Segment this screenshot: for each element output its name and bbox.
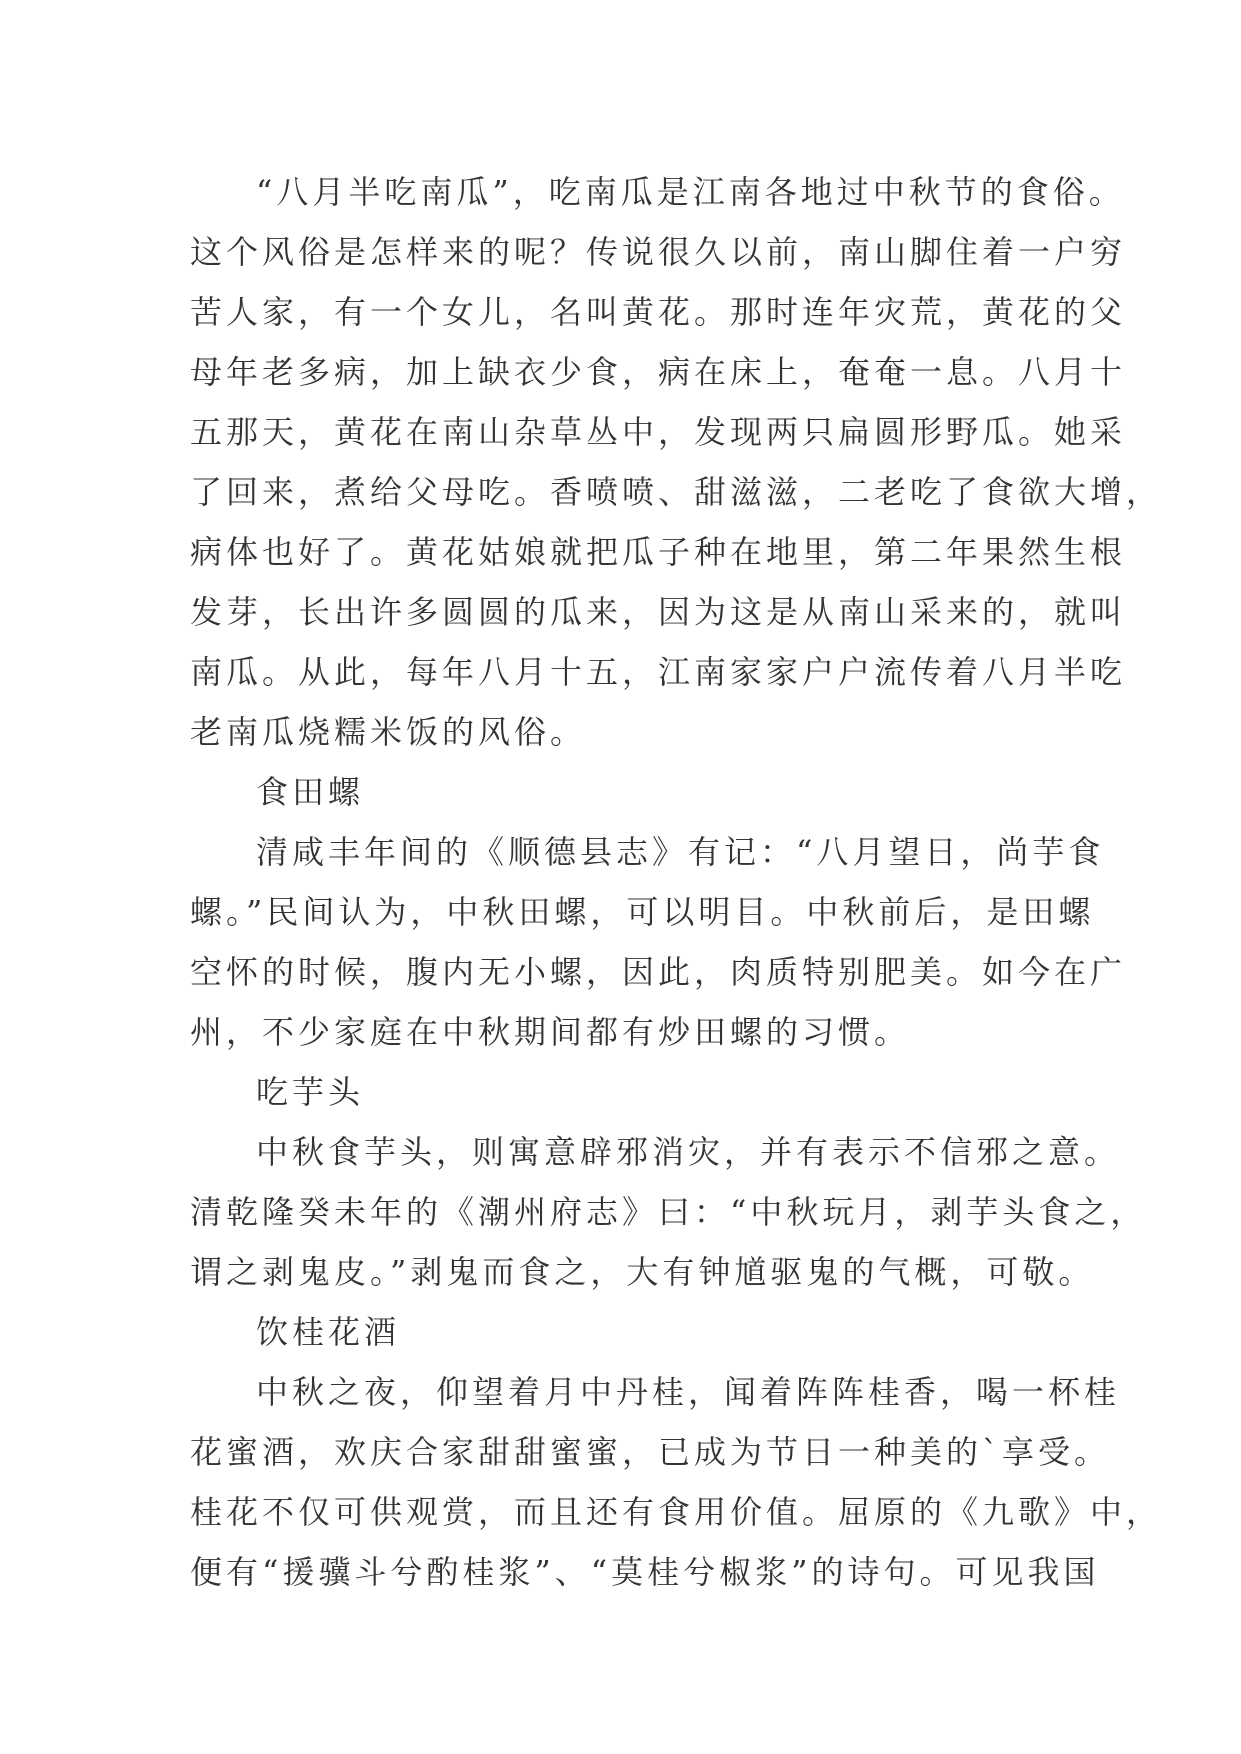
section-heading: 饮桂花酒 bbox=[256, 1313, 401, 1351]
text-line: 州，不少家庭在中秋期间都有炒田螺的习惯。 bbox=[190, 1013, 911, 1051]
text-line: 空怀的时候，腹内无小螺，因此，肉质特别肥美。如今在广 bbox=[190, 953, 1127, 991]
text-line: 中秋之夜，仰望着月中丹桂，闻着阵阵桂香，喝一杯桂 bbox=[256, 1373, 1121, 1411]
text-line: 清乾隆癸未年的《潮州府志》曰：“中秋玩月，剥芋头食之， bbox=[190, 1193, 1147, 1231]
text-line: 五那天，黄花在南山杂草丛中，发现两只扁圆形野瓜。她采 bbox=[190, 413, 1127, 451]
text-line: 中秋食芋头，则寓意辟邪消灾，并有表示不信邪之意。 bbox=[256, 1133, 1121, 1171]
text-line: 桂花不仅可供观赏，而且还有食用价值。屈原的《九歌》中， bbox=[190, 1493, 1163, 1531]
text-line: 螺。”民间认为，中秋田螺，可以明目。中秋前后，是田螺 bbox=[190, 893, 1095, 931]
text-line: 花蜜酒，欢庆合家甜甜蜜蜜，已成为节日一种美的`享受。 bbox=[190, 1433, 1111, 1471]
text-line: 这个风俗是怎样来的呢？传说很久以前，南山脚住着一户穷 bbox=[190, 233, 1127, 271]
text-line: 病体也好了。黄花姑娘就把瓜子种在地里，第二年果然生根 bbox=[190, 533, 1127, 571]
text-line: 了回来，煮给父母吃。香喷喷、甜滋滋，二老吃了食欲大增， bbox=[190, 473, 1163, 511]
text-line: 便有“援骥斗兮酌桂浆”、“莫桂兮椒浆”的诗句。可见我国 bbox=[190, 1553, 1100, 1591]
text-line: 发芽，长出许多圆圆的瓜来，因为这是从南山采来的，就叫 bbox=[190, 593, 1127, 631]
section-heading: 吃芋头 bbox=[256, 1073, 365, 1111]
text-line: 谓之剥鬼皮。”剥鬼而食之，大有钟馗驱鬼的气概，可敬。 bbox=[190, 1253, 1095, 1291]
section-heading: 食田螺 bbox=[256, 773, 365, 811]
document-body bbox=[190, 162, 1163, 1602]
text-line: 清咸丰年间的《顺德县志》有记：“八月望日，尚芋食 bbox=[256, 833, 1105, 871]
text-line: 老南瓜烧糯米饭的风俗。 bbox=[190, 713, 587, 751]
text-line: 南瓜。从此，每年八月十五，江南家家户户流传着八月半吃 bbox=[190, 653, 1127, 691]
text-line: 苦人家，有一个女儿，名叫黄花。那时连年灾荒，黄花的父 bbox=[190, 293, 1127, 331]
text-line: 母年老多病，加上缺衣少食，病在床上，奄奄一息。八月十 bbox=[190, 353, 1127, 391]
text-line: “八月半吃南瓜”，吃南瓜是江南各地过中秋节的食俗。 bbox=[256, 173, 1125, 211]
